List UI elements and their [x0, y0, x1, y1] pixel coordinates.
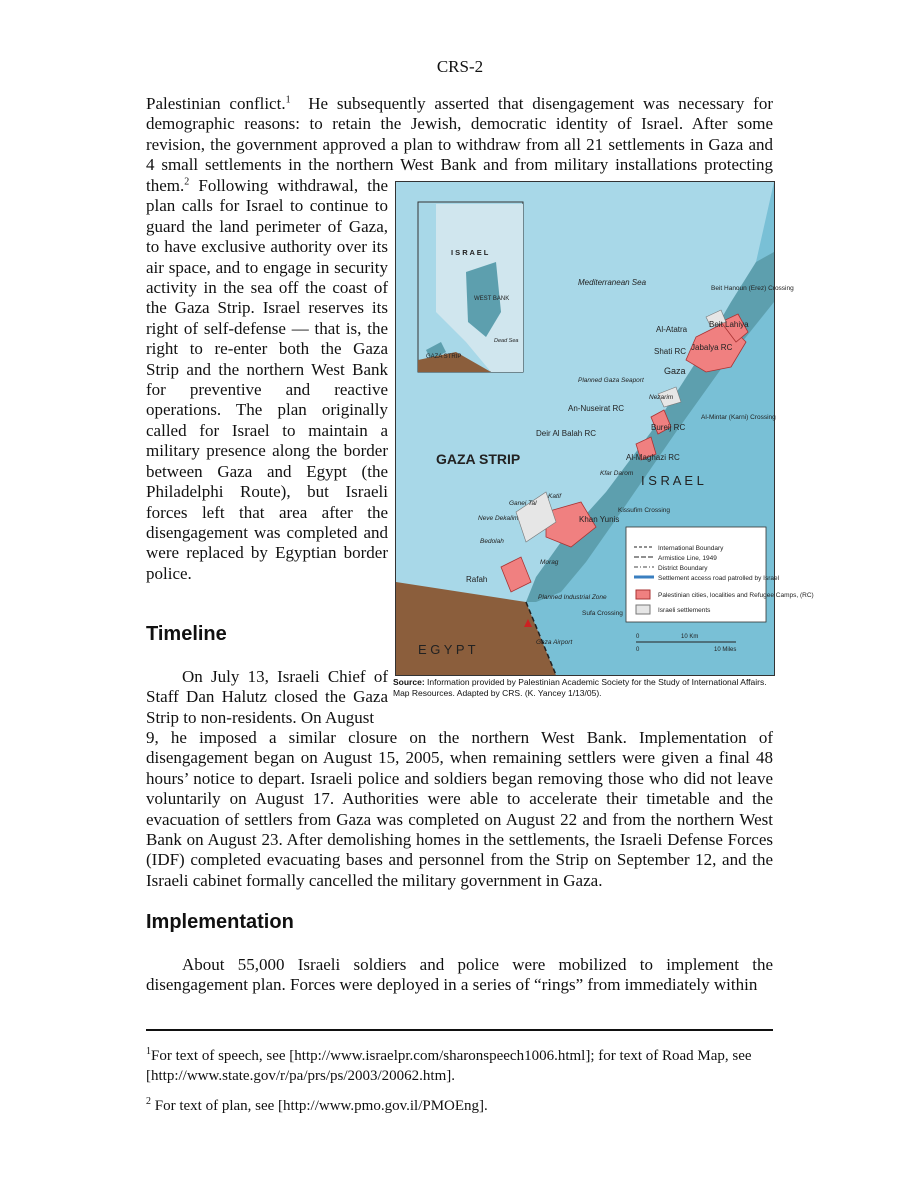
label-shati: Shati RC: [654, 347, 687, 356]
side-body: Following withdrawal, the plan calls for Israel to continue to guard the land perimeter of Gaza, to have exclusive authority over its air space, and to engage in security activity in the sea off the coast of the Gaza Strip. Israel reserves its right of self-defense — that is, the right to re-enter both the Gaza Strip and the northern West Bank for preventive and reactive operations. The plan originally called for Israel to maintain a military presence along the border between Gaza and Egypt (the Philadelphi Route), but Israeli forces left that area after the disengagement was completed and were replaced by Egyptian border police.: [146, 176, 388, 583]
map-caption: [393, 677, 773, 699]
footnote-2-text: For text of plan, see [http://www.pmo.gov.il/PMOEng].: [154, 1098, 488, 1114]
label-rafah: Rafah: [466, 575, 488, 584]
label-kfar-darom: Kfar Darom: [600, 470, 634, 477]
scale-zero-km: 0: [636, 634, 640, 640]
legend-road: Settlement access road patrolled by Israel: [658, 575, 780, 582]
footnote-1: [146, 1047, 773, 1086]
label-karni: Al-Mintar (Karni) Crossing: [701, 414, 776, 421]
intro-line-1: Palestinian conflict.: [146, 94, 286, 113]
legend-settlements: Israeli settlements: [658, 607, 711, 614]
label-al-atatra: Al-Atatra: [656, 325, 688, 334]
label-beit-lahiya: Beit Lahiya: [709, 320, 749, 329]
implementation-heading: Implementation: [146, 911, 294, 933]
label-airport: Gaza Airport: [536, 639, 573, 646]
label-nezarim: Nezarim: [649, 394, 674, 401]
legend-swatch-palestinian: [636, 590, 650, 599]
intro-line-1-rest: He subsequently asserted that disengagement was necessary for: [308, 94, 774, 113]
label-katif: Katif: [548, 493, 562, 500]
label-seaport: Planned Gaza Seaport: [578, 377, 644, 384]
footnote-1-num: 1: [146, 1046, 151, 1057]
label-industrial-zone: Planned Industrial Zone: [538, 594, 607, 601]
label-deir-al-balah: Deir Al Balah RC: [536, 429, 597, 438]
label-gaza: Gaza: [664, 366, 686, 376]
label-morag: Morag: [540, 559, 559, 566]
scale-zero-mi: 0: [636, 647, 640, 653]
side-start: them.: [146, 176, 185, 195]
scale-mi-label: 10 Miles: [714, 647, 737, 653]
intro-line-4: 4 small settlements in the northern West Bank and from military installations protecting: [146, 155, 773, 175]
gaza-strip-label: GAZA STRIP: [436, 451, 521, 467]
legend-international: International Boundary: [658, 545, 724, 552]
gaza-map: [395, 181, 814, 676]
legend-palestinian: Palestinian cities, localities and Refugee Camps, (RC): [658, 592, 814, 599]
label-sufa: Sufa Crossing: [582, 610, 623, 617]
label-neve-dekalim: Neve Dekalim: [478, 515, 519, 522]
label-nuseirat: An-Nuseirat RC: [568, 404, 625, 413]
egypt-label: E G Y P T: [418, 642, 476, 657]
label-maghazi: Al-Maghazi RC: [626, 453, 680, 462]
label-bureij: Bureij RC: [651, 423, 686, 432]
implementation-paragraph: About 55,000 Israeli soldiers and police were mobilized to implement the disengagement plan. Forces were deployed in a series of “rings” from immediately within: [146, 955, 773, 995]
footnote-rule: [146, 1029, 773, 1031]
footnote-1-text: For text of speech, see [http://www.israelpr.com/sharonspeech1006.html]; for text of Road Map, see [http://www.state.gov/r/pa/prs/ps/2003/20062.htm].: [146, 1048, 752, 1084]
legend-district: District Boundary: [658, 565, 708, 572]
footnote-2-num: 2: [146, 1096, 151, 1107]
label-kissufim: Kissufim Crossing: [618, 507, 671, 514]
intro-line-3: revision, the government approved a plan to withdraw from all 21 settlements in Gaza and: [146, 134, 773, 154]
side-paragraph: [146, 176, 388, 584]
label-jabalya: Jabalya RC: [691, 343, 733, 352]
caption-text: Information provided by Palestinian Academic Society for the Study of International Affairs. Map Resources. Adapted by CRS. (K. Yancey 1/13/05).: [393, 677, 767, 698]
israel-label: I S R A E L: [641, 473, 704, 488]
intro-paragraph: [146, 94, 773, 176]
inset-label-west-bank: WEST BANK: [474, 296, 510, 302]
legend-swatch-settlement: [636, 605, 650, 614]
sea-label: Mediterranean Sea: [578, 278, 647, 287]
footnote-2: [146, 1097, 773, 1117]
label-beit-hanoun: Beit Hanoun (Erez) Crossing: [711, 285, 794, 292]
label-khan-yunis: Khan Yunis: [579, 515, 620, 524]
inset-label-gaza: GAZA STRIP: [426, 354, 462, 360]
scale-km-label: 10 Km: [681, 634, 699, 640]
inset-label-israel: I S R A E L: [451, 248, 489, 257]
footnote-ref-1[interactable]: 1: [285, 94, 291, 106]
label-bedolah: Bedolah: [480, 538, 504, 545]
footnote-ref-2[interactable]: 2: [184, 176, 190, 188]
legend-armistice: Armistice Line, 1949: [658, 555, 717, 562]
intro-line-2: demographic reasons: to retain the Jewish, democratic identity of Israel. After some: [146, 114, 773, 134]
label-ganei-tal: Ganei Tal: [509, 500, 537, 507]
page-number: CRS-2: [436, 57, 484, 76]
gaza-map-svg: [396, 182, 814, 675]
timeline-heading: Timeline: [146, 623, 227, 645]
timeline-paragraph-start: On July 13, Israeli Chief of Staff Dan Halutz closed the Gaza Strip to non-residents. On August: [146, 667, 388, 727]
caption-source-label: Source:: [393, 677, 425, 687]
inset-label-dead-sea: Dead Sea: [494, 338, 519, 344]
timeline-paragraph-rest: 9, he imposed a similar closure on the northern West Bank. Implementation of disengagement began on August 15, 2005, when remaining settlers were given a final 48 hours’ notice to depart. Israeli police and soldiers began removing those who did not leave voluntarily on August 17. Authorities were able to accelerate their timetable and the evacuation of settlers from Gaza was completed on August 22 and from the northern West Bank on August 23. After demolishing homes in the settlements, the Israeli Defense Forces (IDF) completed evacuating bases and personnel from the Strip on September 12, and the Israeli cabinet formally cancelled the military government in Gaza.: [146, 728, 773, 890]
